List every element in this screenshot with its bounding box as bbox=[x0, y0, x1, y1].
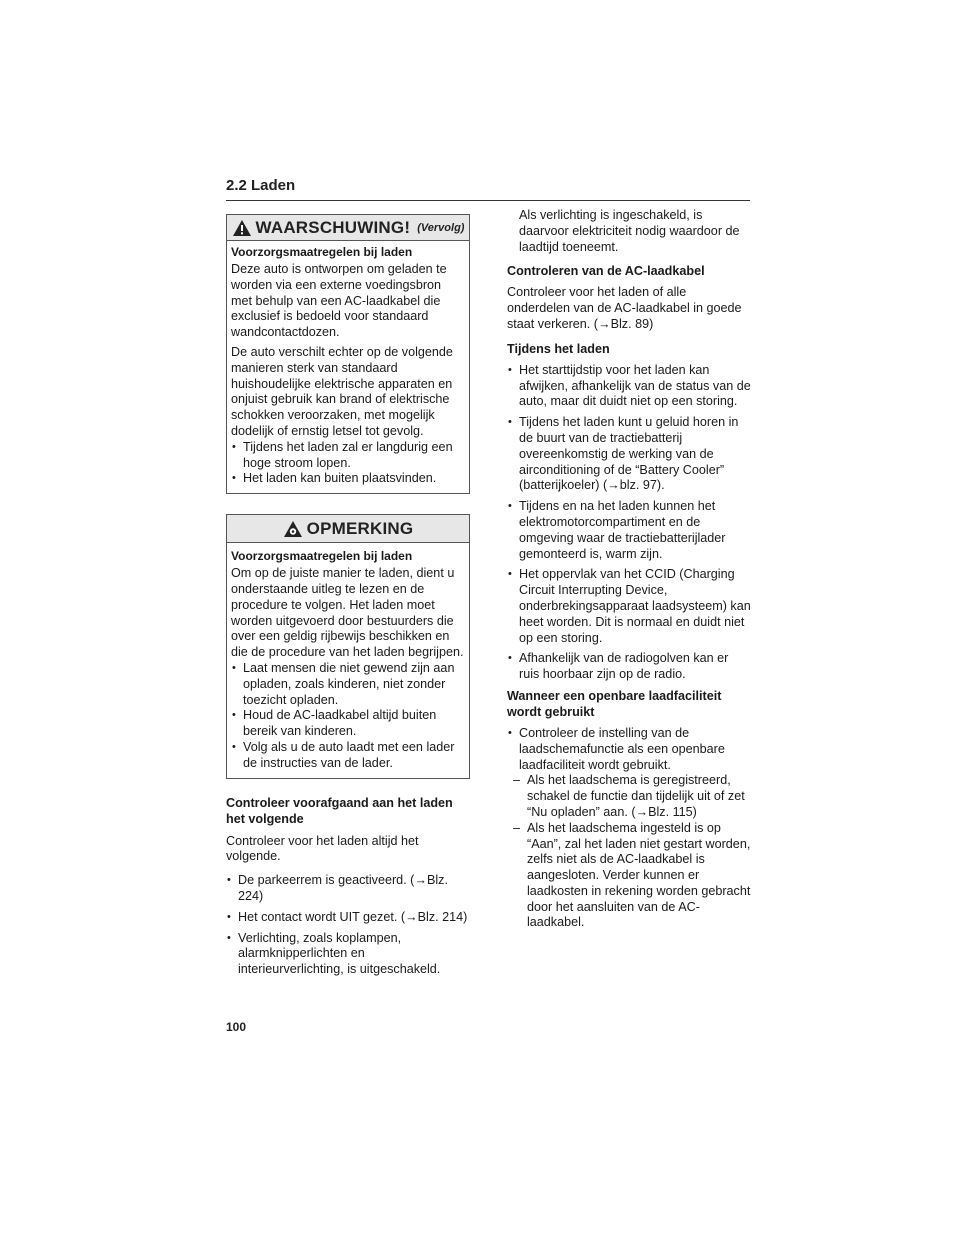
pre-charge-bullet-list bbox=[226, 873, 470, 978]
cable-check-text: Controleer voor het laden of alle onderdelen van de AC-laadkabel in goede staat verkeren. (→Blz. 89) bbox=[507, 285, 742, 331]
list-item: • Tijdens het laden kunt u geluid horen in de buurt van de tractiebatterij overeenkomstig de werking van de airconditioning of de “Battery Cooler” (batterijkoeler) (→blz. 97). bbox=[507, 415, 752, 494]
list-item: • Volg als u de auto laadt met een lader de instructies van de lader. bbox=[231, 740, 465, 772]
notice-bullet-list bbox=[231, 661, 465, 772]
right-column bbox=[507, 208, 752, 931]
warning-triangle-icon bbox=[232, 219, 252, 237]
cable-check-heading: Controleren van de AC-laadkabel bbox=[507, 264, 705, 279]
public-charging-bullet-list bbox=[507, 726, 752, 773]
section-title: 2.2 Laden bbox=[226, 177, 296, 194]
notice-paragraph: Om op de juiste manier te laden, dient u onderstaande uitleg te lezen en de procedure te volgen. Het laden moet worden uitgevoerd door bestuurders die over een geldig rijbewijs beschikken en die de procedure van het laden begrijpen. bbox=[231, 566, 464, 660]
list-item: • Laat mensen die niet gewend zijn aan opladen, zoals kinderen, niet zonder toezicht opladen. bbox=[231, 661, 465, 708]
during-charging-heading: Tijdens het laden bbox=[507, 341, 610, 356]
during-charging-bullet-list bbox=[507, 363, 752, 683]
notice-gear-icon bbox=[283, 520, 303, 538]
warning-bullet-list bbox=[231, 440, 465, 487]
left-column bbox=[226, 214, 470, 983]
list-item: – Als het laadschema ingesteld is op “Aan”, zal het laden niet gestart worden, zelfs niet als de AC-laadkabel is aangesloten. Verder kunnen er laadkosten in rekening worden gebracht door het aansluiten van de AC-laadkabel. bbox=[511, 821, 752, 932]
warning-paragraph-1: Deze auto is ontworpen om geladen te worden via een externe voedingsbron met behulp van een AC-laadkabel die exclusief is bedoeld voor standaard wandcontactdozen. bbox=[231, 262, 447, 340]
warning-paragraph-2: De auto verschilt echter op de volgende manieren sterk van standaard huishoudelijke elektrische apparaten en onjuist gebruik kan brand of elektrische schokken veroorzaken, met mogelijk dodelijk of ernstig letsel tot gevolg. bbox=[231, 344, 453, 438]
public-charging-sub-list bbox=[511, 773, 752, 931]
pre-charge-intro: Controleer voor het laden altijd het volgende. bbox=[226, 833, 419, 864]
notice-title: OPMERKING bbox=[306, 518, 414, 538]
warning-continued-label: (Vervolg) bbox=[417, 221, 465, 234]
public-charging-heading: Wanneer een openbare laadfaciliteit wordt gebruikt bbox=[507, 688, 722, 719]
notice-subhead: Voorzorgsmaatregelen bij laden bbox=[231, 549, 413, 564]
list-item: • Tijdens het laden zal er langdurig een hoge stroom lopen. bbox=[231, 440, 465, 472]
list-item: • Controleer de instelling van de laadschemafunctie als een openbare laadfaciliteit wordt gebruikt. bbox=[507, 726, 752, 773]
warning-title: WAARSCHUWING! bbox=[255, 217, 411, 237]
list-item: • Het laden kan buiten plaatsvinden. bbox=[231, 471, 465, 487]
list-item: • Houd de AC-laadkabel altijd buiten bereik van kinderen. bbox=[231, 708, 465, 740]
page-number: 100 bbox=[226, 1020, 247, 1034]
pre-charge-heading: Controleer voorafgaand aan het laden het volgende bbox=[226, 795, 453, 826]
list-item: • Het contact wordt UIT gezet. (→Blz. 214) bbox=[226, 910, 470, 926]
list-item: • Verlichting, zoals koplampen, alarmknipperlichten en interieurverlichting, is uitgeschakeld. bbox=[226, 931, 470, 978]
notice-box-header bbox=[227, 515, 469, 543]
warning-box bbox=[226, 214, 470, 494]
pre-charge-check-section bbox=[226, 795, 470, 978]
warning-subhead: Voorzorgsmaatregelen bij laden bbox=[231, 245, 413, 259]
list-item: • Tijdens en na het laden kunnen het elektromotorcompartiment en de omgeving waar de tractiebatterijlader gemonteerd is, warm zijn. bbox=[507, 499, 752, 562]
list-item: • De parkeerrem is geactiveerd. (→Blz. 224) bbox=[226, 873, 470, 905]
list-item: – Als het laadschema is geregistreerd, schakel de functie dan tijdelijk uit of zet “Nu opladen” aan. (→Blz. 115) bbox=[511, 773, 752, 820]
notice-box bbox=[226, 514, 470, 778]
list-item: • Het starttijdstip voor het laden kan afwijken, afhankelijk van de status van de auto, maar dit duidt niet op een storing. bbox=[507, 363, 752, 410]
list-item: • Afhankelijk van de radiogolven kan er ruis hoorbaar zijn op de radio. bbox=[507, 651, 752, 683]
warning-box-header bbox=[227, 215, 469, 241]
section-header bbox=[226, 177, 750, 201]
lighting-continued-text: Als verlichting is ingeschakeld, is daarvoor elektriciteit nodig waardoor de laadtijd toeneemt. bbox=[519, 208, 740, 254]
list-item: • Het oppervlak van het CCID (Charging Circuit Interrupting Device, onderbrekingsapparaat laadsysteem) kan heet worden. Dit is normaal en duidt niet op een storing. bbox=[507, 567, 752, 646]
